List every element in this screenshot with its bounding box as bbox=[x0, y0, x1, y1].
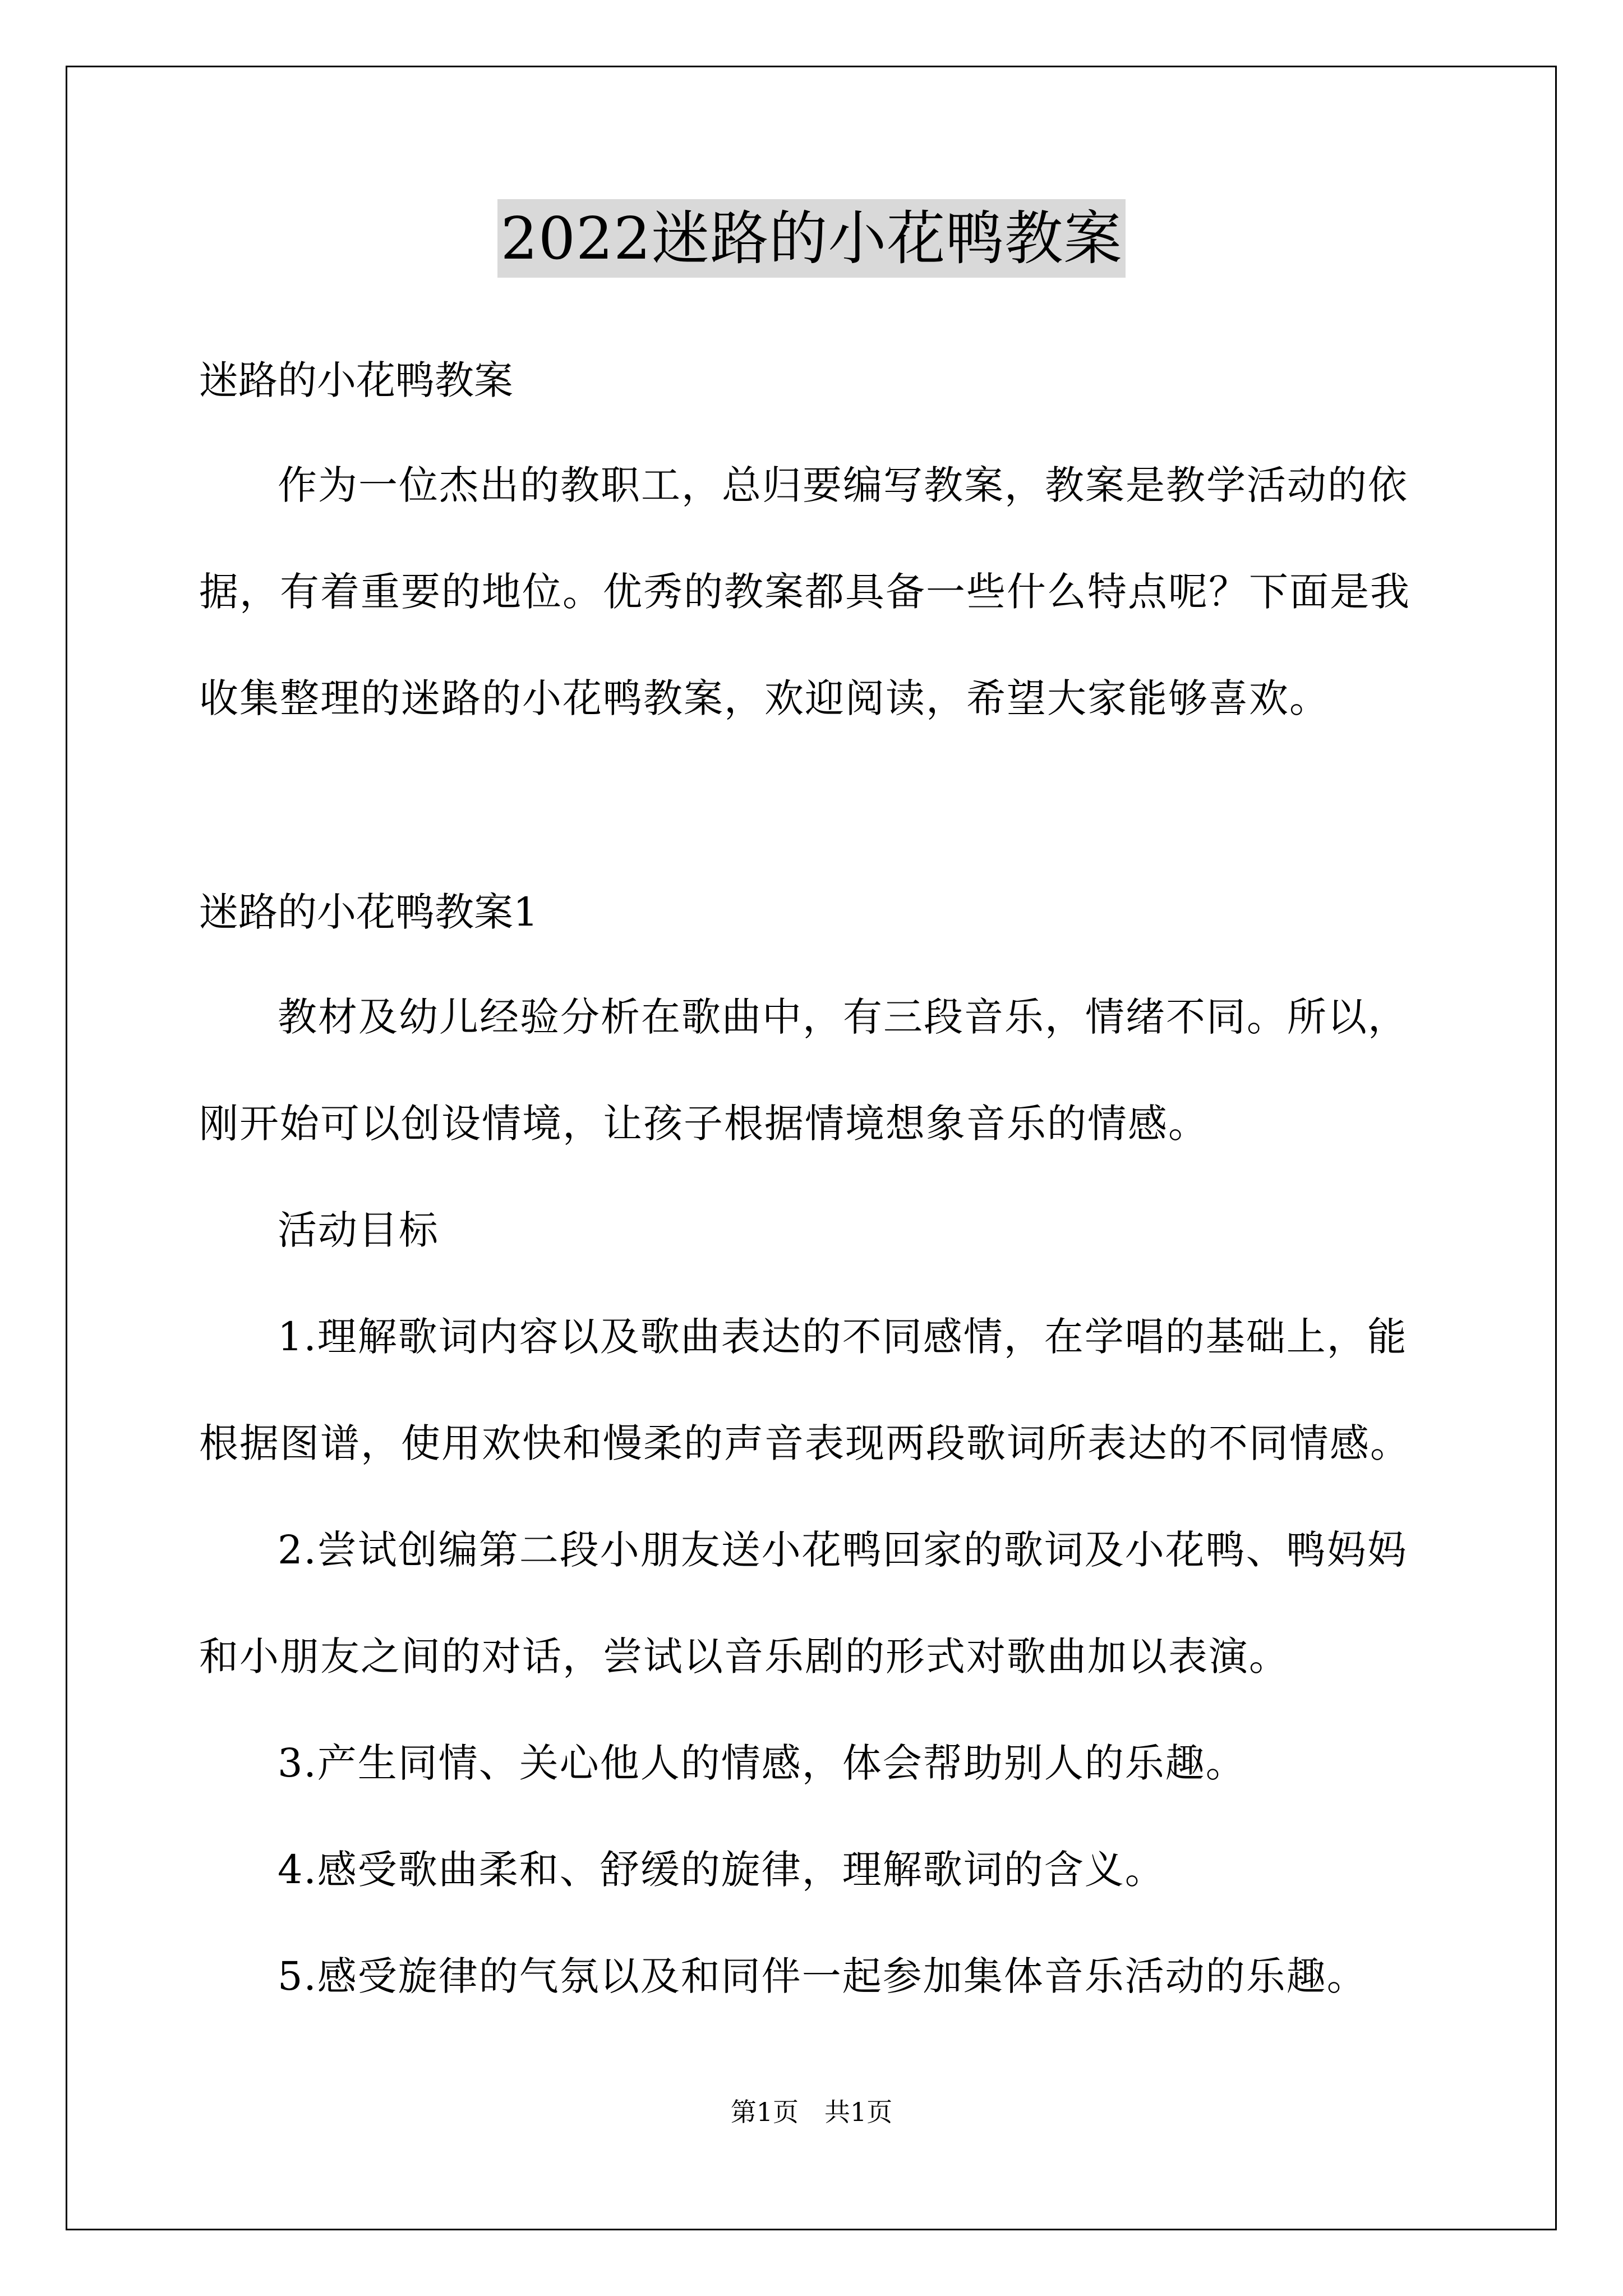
document-title: 2022迷路的小花鸭教案 bbox=[497, 199, 1126, 278]
analysis-paragraph: 教材及幼儿经验分析在歌曲中，有三段音乐，情绪不同。所以，刚开始可以创设情境，让孩子根据情境想象音乐的情感。 bbox=[199, 994, 1408, 1147]
subtitle: 迷路的小花鸭教案 bbox=[199, 357, 513, 403]
section-heading: 迷路的小花鸭教案1 bbox=[199, 889, 538, 935]
goal-item-5: 5.感受旋律的气氛以及和同伴一起参加集体音乐活动的乐趣。 bbox=[278, 1953, 1367, 1999]
goal-item-3: 3.产生同情、关心他人的情感，体会帮助别人的乐趣。 bbox=[278, 1740, 1246, 1786]
intro-paragraph: 作为一位杰出的教职工，总归要编写教案，教案是教学活动的依据，有着重要的地位。优秀的教案都具备一些什么特点呢？下面是我收集整理的迷路的小花鸭教案，欢迎阅读，希望大家能够喜欢。 bbox=[199, 462, 1410, 721]
goal-item-4: 4.感受歌曲柔和、舒缓的旋律，理解歌词的含义。 bbox=[278, 1847, 1165, 1893]
title-container bbox=[0, 199, 1623, 278]
goal-item-2: 2.尝试创编第二段小朋友送小花鸭回家的歌词及小花鸭、鸭妈妈和小朋友之间的对话，尝试以音乐剧的形式对歌曲加以表演。 bbox=[199, 1527, 1408, 1680]
page-footer: 第1页 共1页 bbox=[730, 2097, 893, 2127]
goals-heading: 活动目标 bbox=[278, 1207, 439, 1253]
goal-item-1: 1.理解歌词内容以及歌曲表达的不同感情，在学唱的基础上，能根据图谱，使用欢快和慢柔的声音表现两段歌词所表达的不同情感。 bbox=[199, 1314, 1410, 1466]
